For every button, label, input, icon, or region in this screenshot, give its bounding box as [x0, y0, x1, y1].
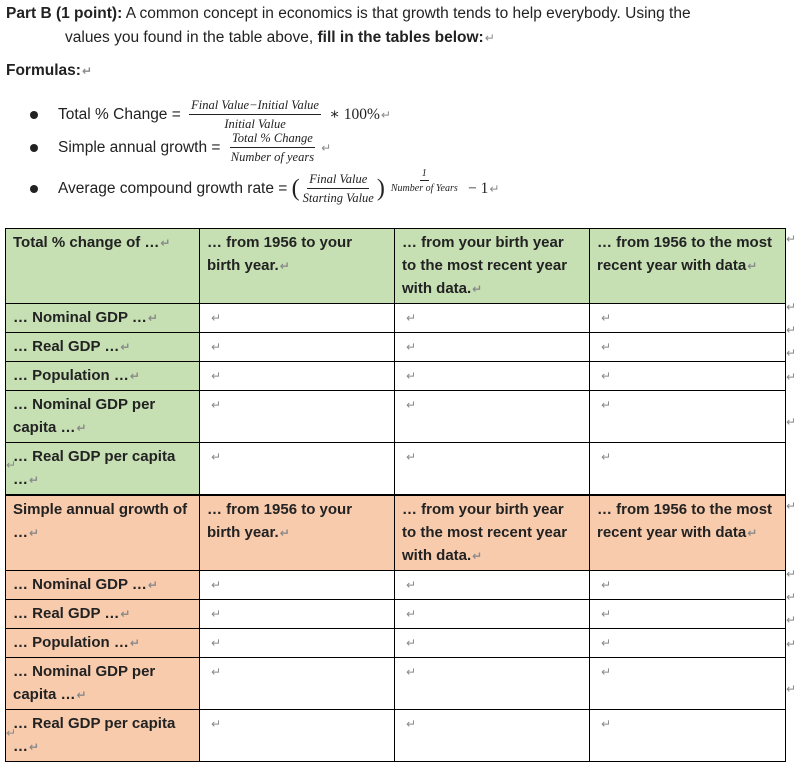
row-label: … Nominal GDP per capita …↵ [6, 391, 200, 443]
row-label: … Real GDP per capita …↵ [6, 443, 200, 495]
fraction [301, 172, 376, 206]
answer-cell[interactable]: ↵ [590, 304, 786, 333]
formulas-label: Formulas:↵ [6, 62, 92, 79]
column-header: … from 1956 to the most recent year with data↵ [590, 229, 786, 304]
formula-simple-growth [30, 131, 331, 165]
table-header-row [6, 229, 786, 304]
answer-cell[interactable]: ↵ [395, 443, 590, 495]
answer-cell[interactable]: ↵ [395, 304, 590, 333]
numerator: Final Value−Initial Value [189, 98, 321, 115]
row-label: … Real GDP per capita …↵ [6, 710, 200, 762]
answer-cell[interactable]: ↵ [200, 571, 395, 600]
answer-cell[interactable]: ↵ [590, 443, 786, 495]
exponent-denominator: Number of Years [390, 183, 458, 194]
paragraph-mark: ↵ [489, 182, 500, 197]
part-label: Part B (1 point): [6, 5, 123, 22]
exponent-numerator: 1 [421, 168, 427, 179]
table-row [6, 600, 786, 629]
answer-cell[interactable]: ↵ [200, 629, 395, 658]
answer-cell[interactable]: ↵ [200, 658, 395, 710]
table-row [6, 658, 786, 710]
part-b-instructions [6, 2, 796, 50]
row-label: … Nominal GDP …↵ [6, 571, 200, 600]
table-row [6, 362, 786, 391]
denominator: Initial Value [224, 117, 286, 131]
paragraph-mark: ↵ [6, 726, 17, 740]
denominator: Number of years [230, 150, 315, 164]
table-row [6, 571, 786, 600]
total-change-table [5, 228, 786, 495]
answer-cell[interactable]: ↵ [395, 571, 590, 600]
fraction [189, 98, 321, 132]
bullet-icon [30, 185, 38, 193]
formula-compound-growth: Average compound growth rate = ( $\frac{\text{Final Value}}{\text{Starting Value}}$ ) $\frac{1}{\text{Number of Years}}$ − 1↵ [30, 172, 499, 206]
column-header: … from 1956 to your birth year.↵ [200, 229, 395, 304]
answer-cell[interactable]: ↵ [395, 362, 590, 391]
table-row [6, 710, 786, 762]
paragraph-mark: ↵ [81, 64, 92, 78]
numerator: Total % Change [230, 131, 315, 148]
answer-cell[interactable]: ↵ [590, 658, 786, 710]
column-header: … from 1956 to your birth year.↵ [200, 496, 395, 571]
answer-cell[interactable]: ↵ [395, 333, 590, 362]
row-label: … Population …↵ [6, 629, 200, 658]
answer-cell[interactable]: ↵ [395, 391, 590, 443]
fraction [229, 131, 316, 165]
formula-suffix: ∗ 100% [329, 106, 380, 124]
row-label: … Population …↵ [6, 362, 200, 391]
instruction-line-2: values you found in the table above, [65, 29, 314, 46]
paragraph-mark: ↵ [321, 141, 332, 156]
instruction-line-1: A common concept in economics is that growth tends to help everybody. Using the [125, 5, 691, 22]
exponent [389, 168, 460, 194]
row-label: … Real GDP …↵ [6, 333, 200, 362]
table-header-row [6, 496, 786, 571]
formula-label: Total % Change = [58, 106, 181, 124]
table-row [6, 391, 786, 443]
answer-cell[interactable]: ↵ [200, 443, 395, 495]
formula-suffix: − 1 [468, 180, 489, 198]
answer-cell[interactable]: ↵ [590, 600, 786, 629]
simple-growth-table [5, 495, 786, 762]
bullet-icon [30, 111, 38, 119]
denominator: Starting Value [302, 191, 374, 205]
formula-label: Average compound growth rate = [58, 180, 288, 198]
column-header: Simple annual growth of …↵ [6, 496, 200, 571]
answer-cell[interactable]: ↵ [395, 600, 590, 629]
formula-label: Simple annual growth = [58, 139, 221, 157]
paragraph-mark: ↵ [380, 108, 391, 123]
row-label: … Real GDP …↵ [6, 600, 200, 629]
bullet-icon [30, 144, 38, 152]
answer-cell[interactable]: ↵ [200, 391, 395, 443]
answer-cell[interactable]: ↵ [590, 629, 786, 658]
answer-cell[interactable]: ↵ [200, 710, 395, 762]
column-header: Total % change of …↵ [6, 229, 200, 304]
answer-cell[interactable]: ↵ [395, 710, 590, 762]
instruction-bold: fill in the tables below: [317, 29, 484, 46]
row-label: … Nominal GDP …↵ [6, 304, 200, 333]
answer-cell[interactable]: ↵ [200, 362, 395, 391]
table-row [6, 304, 786, 333]
table-row [6, 629, 786, 658]
paragraph-mark: ↵ [484, 31, 495, 45]
answer-cell[interactable]: ↵ [590, 571, 786, 600]
formula-total-change [30, 98, 391, 132]
column-header: … from 1956 to the most recent year with data↵ [590, 496, 786, 571]
answer-cell[interactable]: ↵ [590, 333, 786, 362]
numerator: Final Value [307, 172, 369, 189]
row-label: … Nominal GDP per capita …↵ [6, 658, 200, 710]
answer-cell[interactable]: ↵ [395, 658, 590, 710]
answer-cell[interactable]: ↵ [590, 710, 786, 762]
table-row [6, 333, 786, 362]
table-row [6, 443, 786, 495]
answer-cell[interactable]: ↵ [200, 304, 395, 333]
answer-cell[interactable]: ↵ [395, 629, 590, 658]
answer-cell[interactable]: ↵ [200, 600, 395, 629]
answer-cell[interactable]: ↵ [590, 391, 786, 443]
column-header: … from your birth year to the most recent year with data.↵ [395, 496, 590, 571]
column-header: … from your birth year to the most recent year with data.↵ [395, 229, 590, 304]
answer-cell[interactable]: ↵ [590, 362, 786, 391]
paragraph-mark: ↵ [6, 458, 17, 472]
answer-cell[interactable]: ↵ [200, 333, 395, 362]
